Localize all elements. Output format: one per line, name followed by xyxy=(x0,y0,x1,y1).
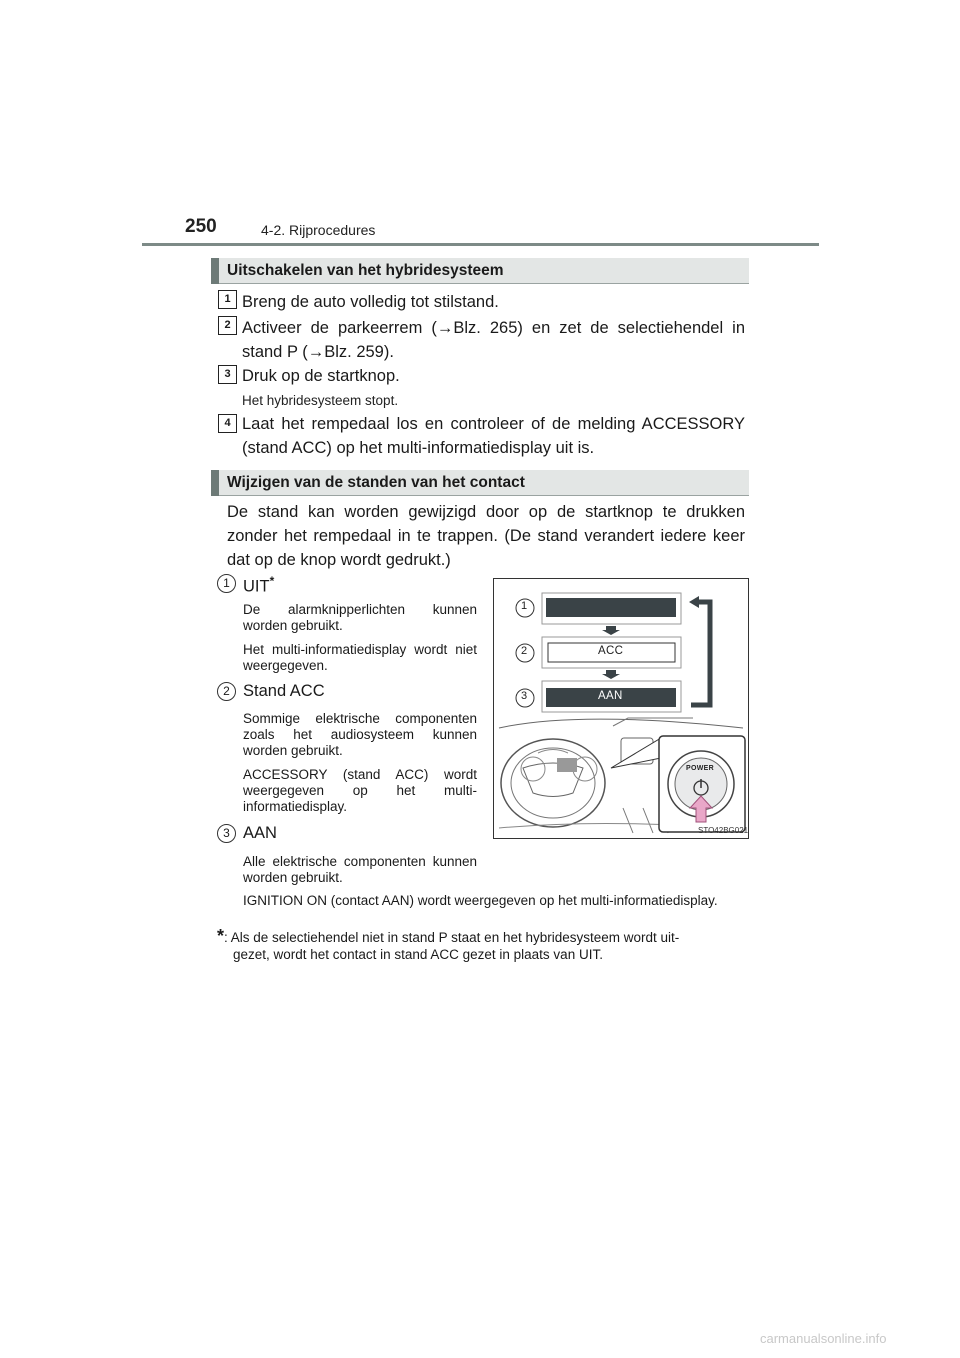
footnote-line-2: gezet, wordt het contact in stand ACC gezet in plaats van UIT. xyxy=(233,947,603,962)
step-text-1: Breng de auto volledig tot stilstand. xyxy=(242,293,499,311)
section-heading-ignition xyxy=(211,470,749,496)
page-number: 250 xyxy=(185,216,217,237)
step-text-2: Activeer de parkeerrem (→Blz. 265) en zet de selectiehendel in stand P (→Blz. 259). xyxy=(242,319,745,361)
step-number-4: 4 xyxy=(218,414,237,433)
mode-title-1: UIT* xyxy=(243,574,275,596)
header-rule xyxy=(142,243,819,246)
watermark: carmanualsonline.info xyxy=(760,1331,887,1346)
mode-number-3: 3 xyxy=(217,824,236,843)
section-heading-bar xyxy=(211,258,219,284)
mode-desc-2a: Sommige elektrische componenten zoals het audiosysteem kunnen worden gebruikt. xyxy=(243,711,477,758)
step-text-4: Laat het rempedaal los en controleer of de melding ACCESSORY (stand ACC) op het multi-informatiedisplay uit is. xyxy=(242,415,745,457)
section-heading-bar xyxy=(211,470,219,496)
figure-label-3: 3 xyxy=(521,690,528,702)
step-number-1: 1 xyxy=(218,290,237,309)
figure-label-2: 2 xyxy=(521,645,528,657)
footnote-mark: * xyxy=(217,926,225,946)
mode-desc-3a: Alle elektrische componenten kunnen worden gebruikt. xyxy=(243,854,477,885)
display-acc-text: ACC xyxy=(598,645,624,657)
mode-title-3: AAN xyxy=(243,824,277,842)
mode-number-2: 2 xyxy=(217,682,236,701)
step-note: Het hybridesysteem stopt. xyxy=(242,393,399,408)
mode-number-1: 1 xyxy=(217,574,236,593)
figure-label-1: 1 xyxy=(521,600,528,612)
mode-desc-1a: De alarmknipperlichten kunnen worden gebruikt. xyxy=(243,602,477,633)
ignition-illustration xyxy=(493,578,749,839)
section-heading-label: Wijzigen van de standen van het contact xyxy=(227,474,525,491)
power-button-label: POWER xyxy=(686,765,714,772)
display-aan-text: AAN xyxy=(598,690,623,702)
section-heading-label: Uitschakelen van het hybridesysteem xyxy=(227,262,504,279)
mode-desc-1b: Het multi-informatiedisplay wordt niet weergegeven. xyxy=(243,642,477,673)
footnote-line-1: : Als de selectiehendel niet in stand P staat en het hybridesysteem wordt uit- xyxy=(224,930,680,945)
footnote-mark: * xyxy=(269,574,275,588)
mode-title-2: Stand ACC xyxy=(243,682,325,700)
step-number-2: 2 xyxy=(218,316,237,335)
section-heading-shutdown xyxy=(211,258,749,284)
chapter-title: 4-2. Rijprocedures xyxy=(261,222,376,238)
footnote xyxy=(217,928,757,963)
step-number-3: 3 xyxy=(218,365,237,384)
step-text-3: Druk op de startknop. xyxy=(242,367,400,385)
mode-desc-2b: ACCESSORY (stand ACC) wordt weergegeven op het multi-informatiedisplay. xyxy=(243,767,477,814)
ignition-figure xyxy=(493,578,749,839)
mode-desc-3b: IGNITION ON (contact AAN) wordt weergegeven op het multi-informatiedisplay. xyxy=(243,893,718,908)
figure-code: STO42BG021 xyxy=(698,826,749,835)
section-intro: De stand kan worden gewijzigd door op de startknop te drukken zonder het rempedaal in te trappen. (De stand verandert iedere keer dat op de knop wordt gedrukt.) xyxy=(227,503,745,569)
